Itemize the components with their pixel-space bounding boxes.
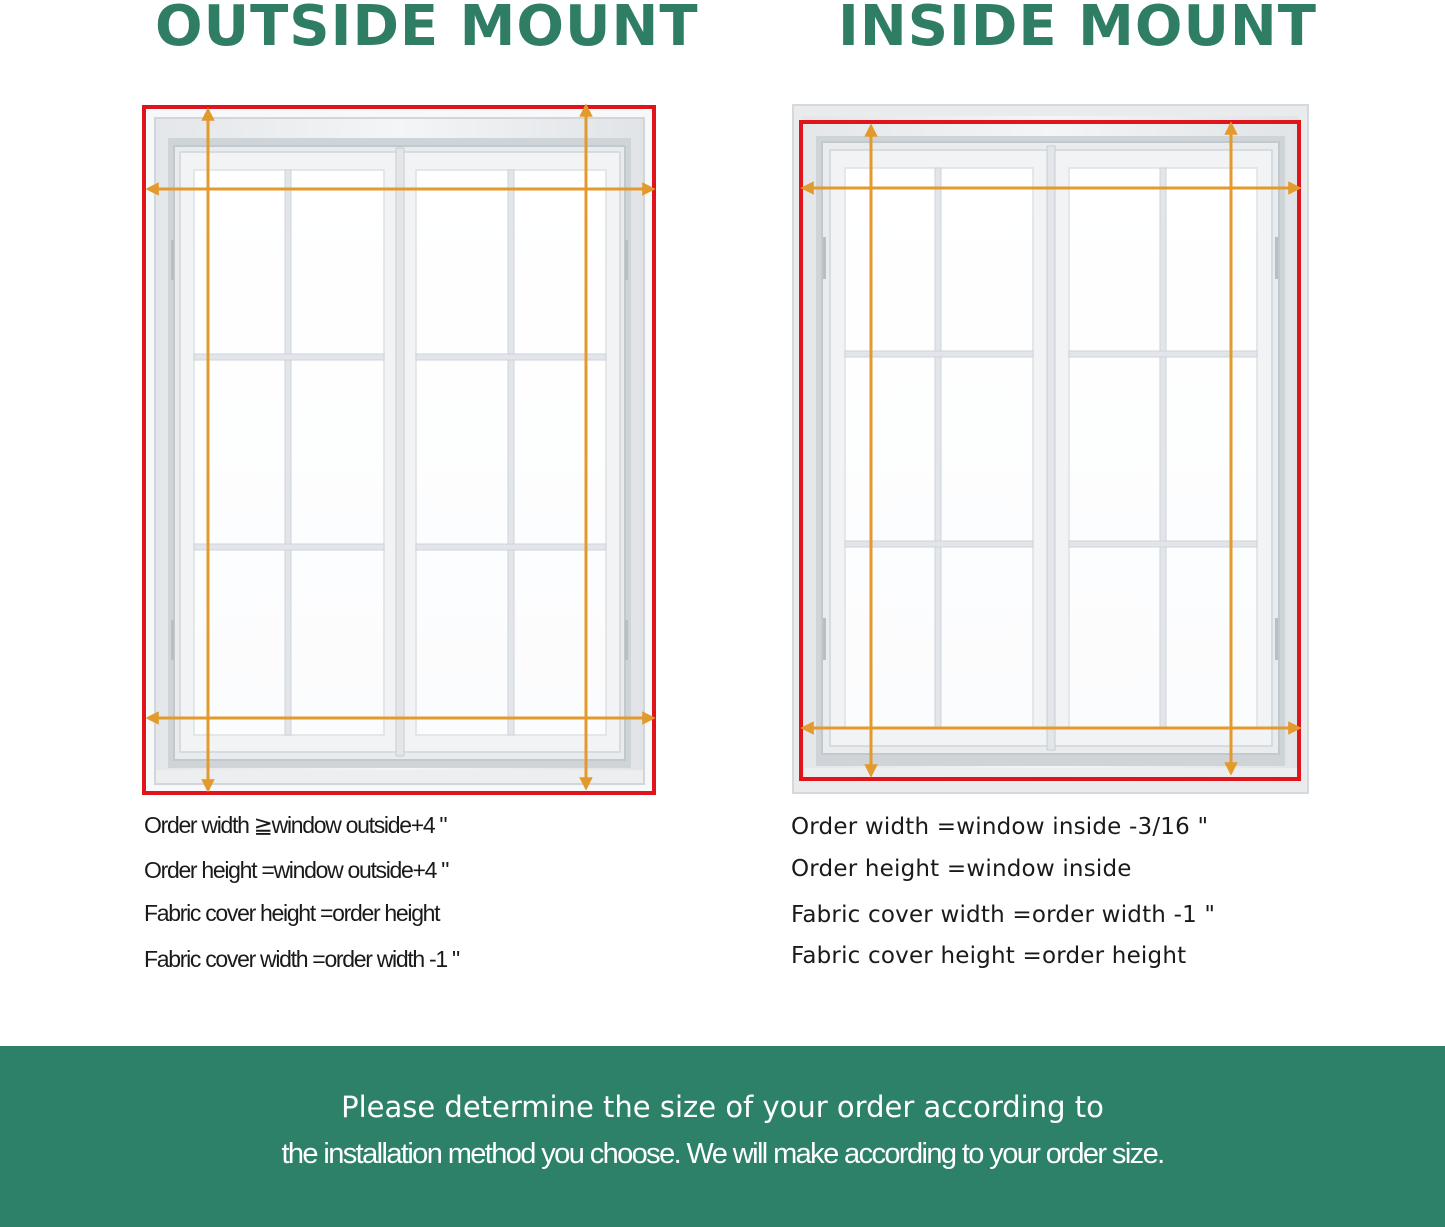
- order-size-banner: [0, 1046, 1445, 1227]
- inside-note-order-height: Order height =window inside: [791, 856, 1132, 882]
- outside-mount-title: OUTSIDE MOUNT: [155, 0, 699, 59]
- inside-mount-title: INSIDE MOUNT: [838, 0, 1317, 59]
- banner-line-1: Please determine the size of your order according to: [341, 1090, 1104, 1124]
- inside-note-fabric-height: Fabric cover height =order height: [791, 943, 1187, 969]
- outside-note-order-height: Order height =window outside+4 ": [144, 857, 449, 883]
- banner-line-2: the installation method you choose. We will make according to your order size.: [281, 1138, 1164, 1170]
- outside-mount-window: [147, 110, 652, 792]
- inside-note-order-width: Order width =window inside -3/16 ": [791, 814, 1209, 840]
- outside-note-fabric-width: Fabric cover width =order width -1 ": [144, 946, 459, 972]
- outside-note-fabric-height: Fabric cover height =order height: [144, 900, 440, 926]
- outside-note-order-width: Order width ≧window outside+4 ": [144, 812, 447, 838]
- inside-note-fabric-width: Fabric cover width =order width -1 ": [791, 902, 1216, 928]
